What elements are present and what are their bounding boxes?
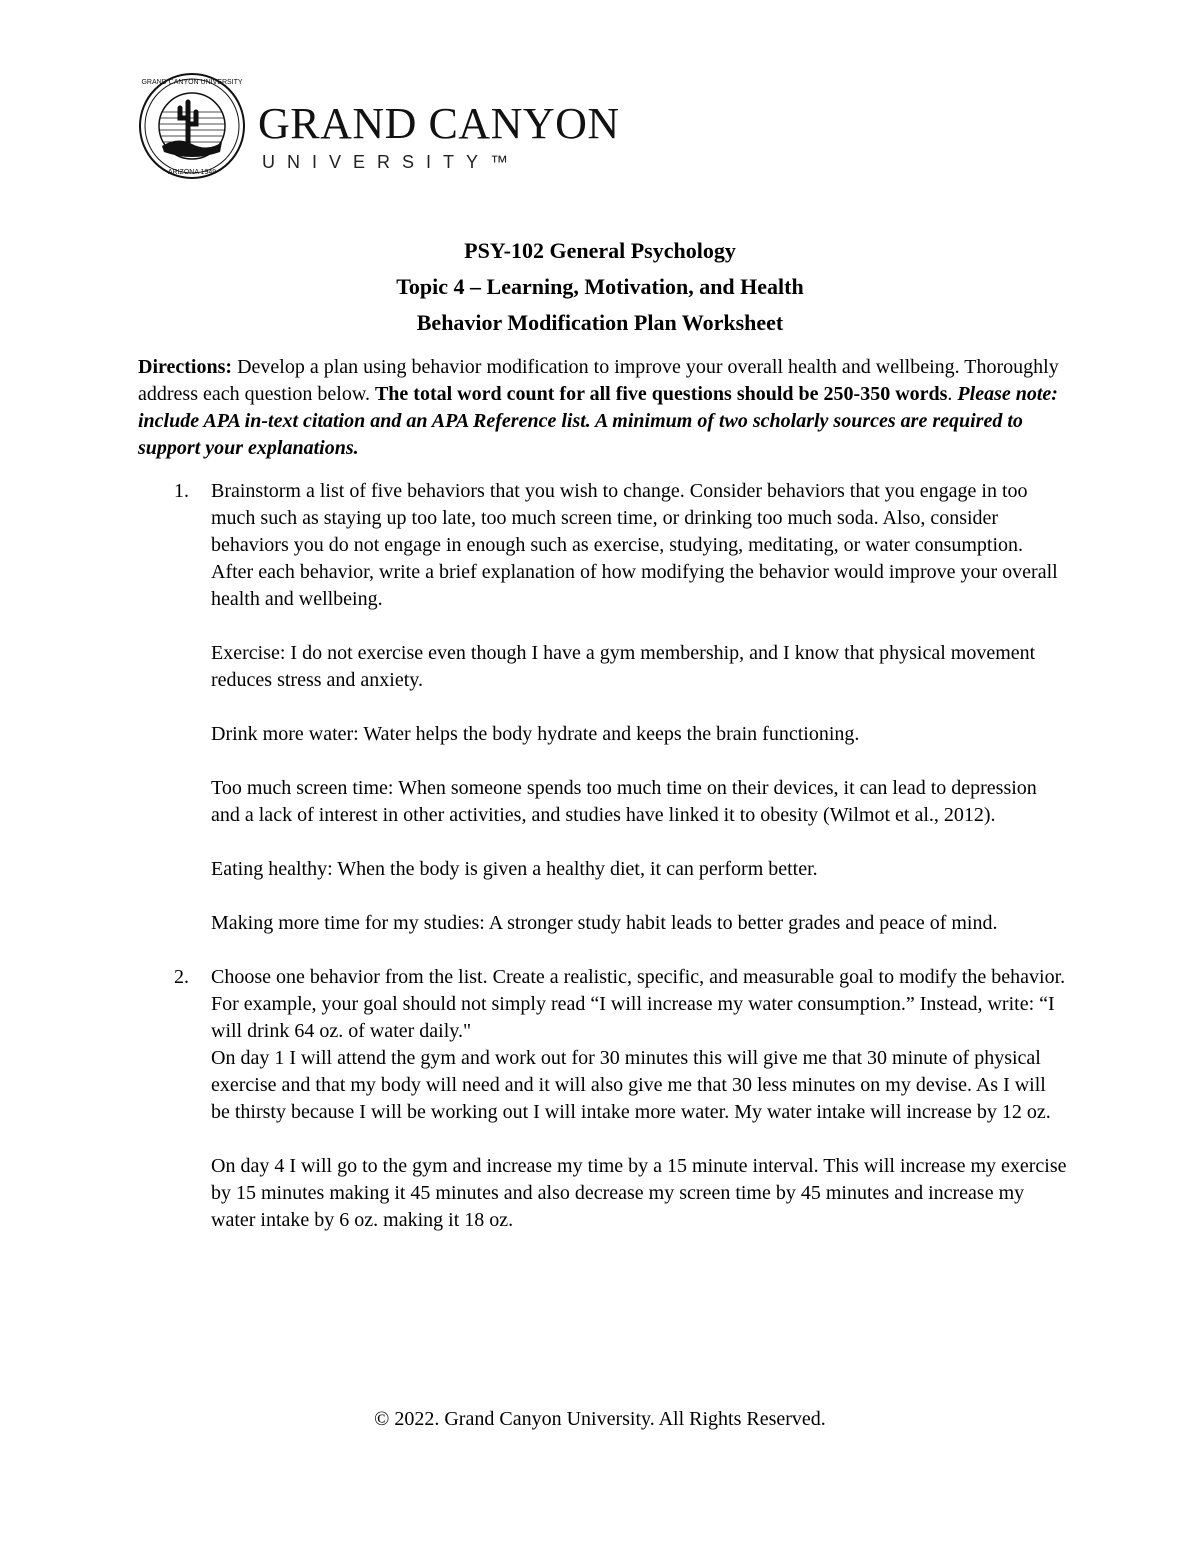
university-logo — [138, 72, 638, 192]
question-number: 2. — [174, 966, 189, 988]
copyright-footer: © 2022. Grand Canyon University. All Rights Reserved. — [374, 1408, 826, 1430]
answer-paragraph: Making more time for my studies: A stronger study habit leads to better grades and peace of mind. — [211, 912, 998, 934]
course-title: PSY-102 General Psychology — [464, 238, 736, 263]
logo-subtitle: UNIVERSITY™ — [262, 152, 521, 172]
answer-paragraph: Drink more water: Water helps the body hydrate and keeps the brain functioning. — [211, 723, 860, 745]
word-count-requirement: The total word count for all five questions should be 250-350 words — [374, 383, 948, 405]
directions-period: . — [947, 383, 958, 405]
question-list — [138, 478, 1068, 1261]
directions-text: Develop a plan using behavior modification to improve your overall health and wellbeing. Thoroughly address each question below. — [138, 356, 1059, 405]
question-item — [138, 478, 1068, 937]
question-prompt: Choose one behavior from the list. Create a realistic, specific, and measurable goal to modify the behavior. For example, your goal should not simply read “I will increase my water consumption.” Instead, write: “I will drink 64 oz. of water daily." — [211, 966, 1066, 1042]
answer-paragraph: Exercise: I do not exercise even though I have a gym membership, and I know that physical movement reduces stress and anxiety. — [211, 642, 1036, 691]
question-number: 1. — [174, 480, 189, 502]
answer-paragraph: Eating healthy: When the body is given a healthy diet, it can perform better. — [211, 858, 818, 880]
worksheet-title: Behavior Modification Plan Worksheet — [416, 310, 784, 335]
answer-paragraph: On day 4 I will go to the gym and increase my time by a 15 minute interval. This will increase my exercise by 15 minutes making it 45 minutes and also decrease my screen time by 45 minutes and increase my water intake by 6 oz. making it 18 oz. — [211, 1155, 1067, 1231]
directions-label: Directions: — [138, 356, 233, 378]
topic-title: Topic 4 – Learning, Motivation, and Health — [396, 274, 804, 299]
answer-paragraph: On day 1 I will attend the gym and work out for 30 minutes this will give me that 30 minute of physical exercise and that my body will need and it will also give me that 30 less minutes on my devise. As I will be thirsty because I will be working out I will intake more water. My water intake will increase by 12 oz. — [211, 1047, 1051, 1123]
answer-paragraph: Too much screen time: When someone spends too much time on their devices, it can lead to depression and a lack of interest in other activities, and studies have linked it to obesity (Wilmot et al., 2012). — [211, 777, 1037, 826]
svg-text:ARIZONA 1949: ARIZONA 1949 — [167, 169, 217, 176]
document-titles — [0, 233, 1200, 341]
svg-text:GRAND CANYON UNIVERSITY: GRAND CANYON UNIVERSITY — [141, 79, 243, 86]
directions-paragraph — [138, 354, 1068, 462]
question-item — [138, 964, 1068, 1234]
apa-note: Please note: include APA in-text citation and an APA Reference list. A minimum of two scholarly sources are required to support your explanations. — [138, 383, 1058, 459]
question-prompt: Brainstorm a list of five behaviors that you wish to change. Consider behaviors that you engage in too much such as staying up too late, too much screen time, or drinking too much soda. Also, consider behaviors you do not engage in enough such as exercise, studying, meditating, or water consumption. After each behavior, write a brief explanation of how modifying the behavior would improve your overall health and wellbeing. — [211, 480, 1058, 610]
logo-wordmark: GRAND CANYON — [258, 99, 620, 148]
university-seal-icon — [138, 72, 246, 180]
